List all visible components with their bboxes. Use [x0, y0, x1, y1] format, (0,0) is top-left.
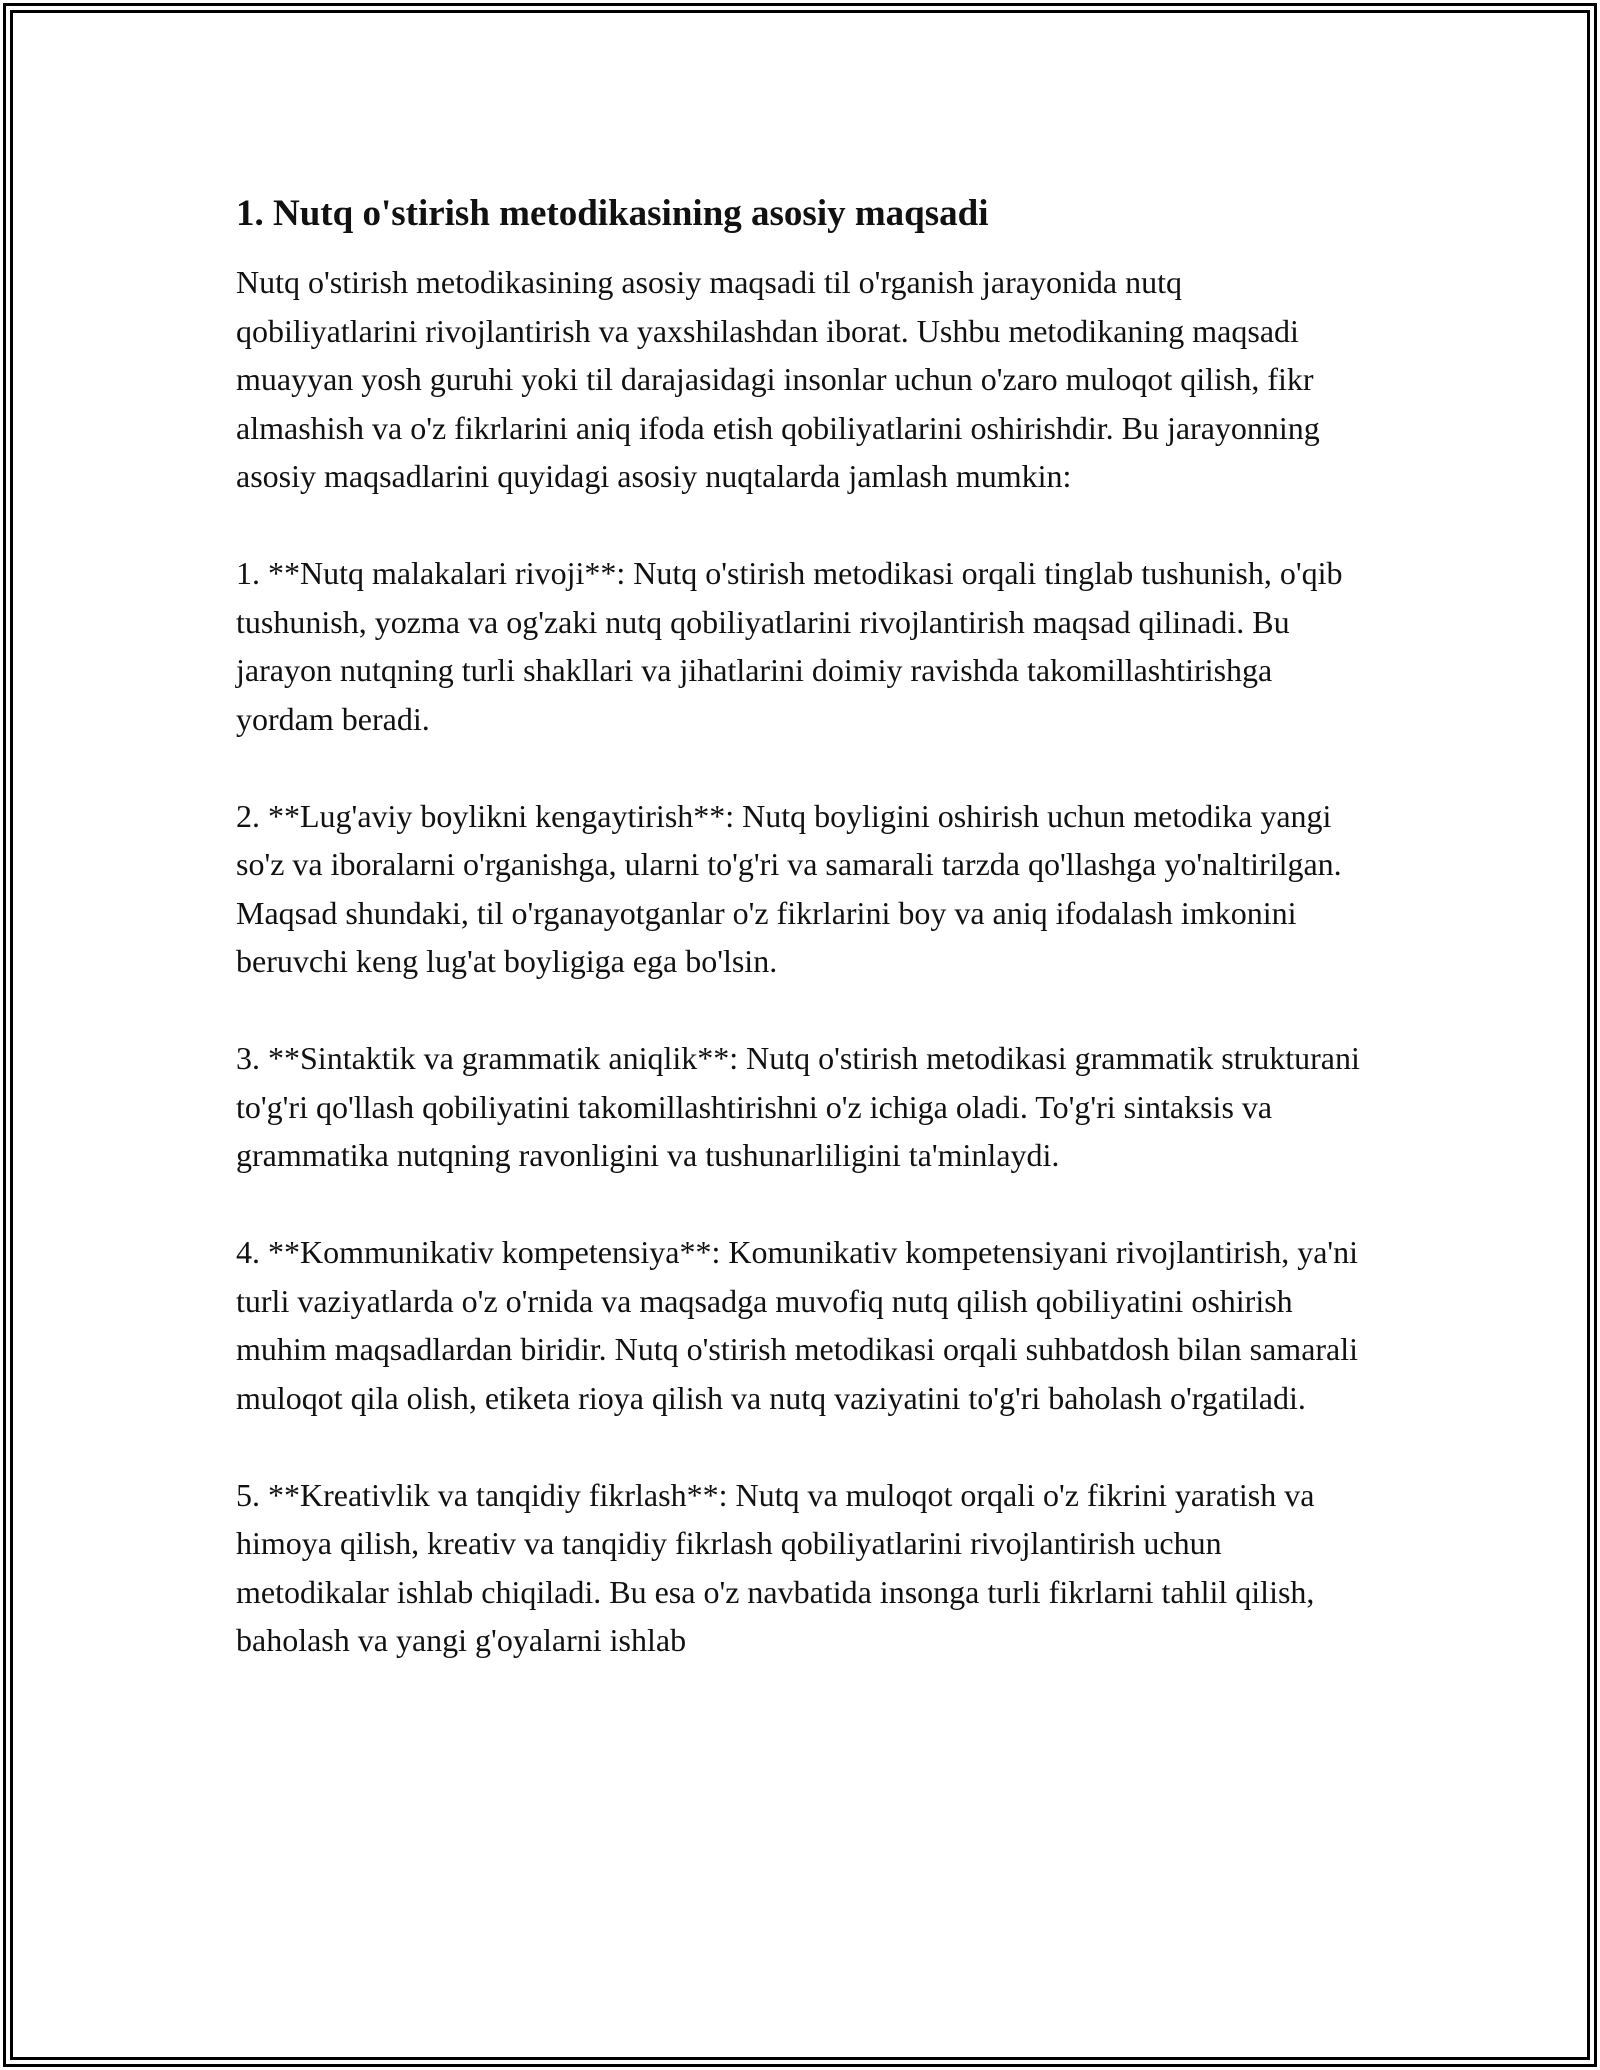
section-heading: 1. Nutq o'stirish metodikasining asosiy maqsadi: [236, 193, 989, 234]
document-body: [236, 190, 1366, 1713]
list-item-4: 4. **Kommunikativ kompetensiya**: Komunikativ kompetensiyani rivojlantirish, ya'ni turli vaziyatlarda o'z o'rnida va maqsadga muvofiq nutq qilish qobiliyatini oshirish muhim maqsadlardan biridir. Nutq o'stirish metodikasi orqali suhbatdosh bilan samarali muloqot qila olish, etiketa rioya qilish va nutq vaziyatini to'g'ri baholash o'rgatiladi.: [236, 1234, 1359, 1416]
list-item-3: 3. **Sintaktik va grammatik aniqlik**: Nutq o'stirish metodikasi grammatik strukturani to'g'ri qo'llash qobiliyatini takomillashtirishni o'z ichiga oladi. To'g'ri sintaksis va grammatika nutqning ravonligini va tushunarliligini ta'minlaydi.: [236, 1040, 1360, 1173]
list-item-1: 1. **Nutq malakalari rivoji**: Nutq o'stirish metodikasi orqali tinglab tushunish, o'qib tushunish, yozma va og'zaki nutq qobiliyatlarini rivojlantirish maqsad qilinadi. Bu jarayon nutqning turli shakllari va jihatlarini doimiy ravishda takomillashtirishga yordam beradi.: [236, 555, 1343, 737]
list-item-5: 5. **Kreativlik va tanqidiy fikrlash**: Nutq va muloqot orqali o'z fikrini yaratish va himoya qilish, kreativ va tanqidiy fikrlash qobiliyatlarini rivojlantirish uchun metodikalar ishlab chiqiladi. Bu esa o'z navbatida insonga turli fikrlarni tahlil qilish, baholash va yangi g'oyalarni ishlab: [236, 1476, 1315, 1658]
list-item-2: 2. **Lug'aviy boylikni kengaytirish**: Nutq boyligini oshirish uchun metodika yangi so'z va iboralarni o'rganishga, ularni to'g'ri va samarali tarzda qo'llashga yo'naltirilgan. Maqsad shundaki, til o'rganayotganlar o'z fikrlarini boy va aniq ifodalash imkonini beruvchi keng lug'at boyligiga ega bo'lsin.: [236, 797, 1342, 979]
intro-paragraph: Nutq o'stirish metodikasining asosiy maqsadi til o'rganish jarayonida nutq qobiliyatlarini rivojlantirish va yaxshilashdan iborat. Ushbu metodikaning maqsadi muayyan yosh guruhi yoki til darajasidagi insonlar uchun o'zaro muloqot qilish, fikr almashish va o'z fikrlarini aniq ifoda etish qobiliyatlarini oshirishdir. Bu jarayonning asosiy maqsadlarini quyidagi asosiy nuqtalarda jamlash mumkin:: [236, 264, 1320, 494]
